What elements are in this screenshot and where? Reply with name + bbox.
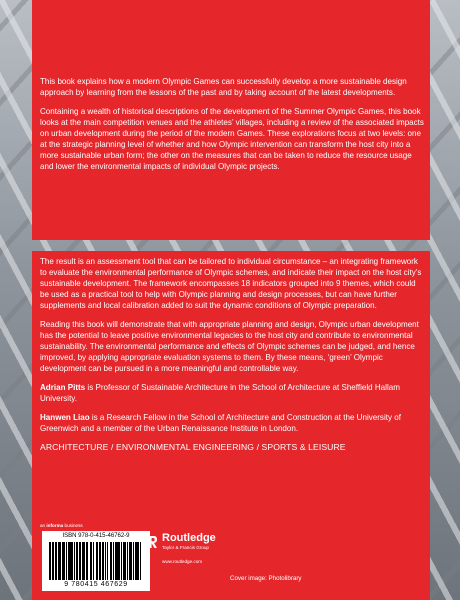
subject-categories: ARCHITECTURE / ENVIRONMENTAL ENGINEERING / SPORTS & LEISURE bbox=[40, 442, 346, 452]
barcode-stripe bbox=[133, 542, 134, 580]
barcode-stripe bbox=[86, 542, 88, 580]
barcode-stripe bbox=[70, 542, 72, 580]
barcode-stripe bbox=[77, 542, 78, 580]
publisher-name: Routledge bbox=[162, 532, 216, 544]
author-bio-text: is Professor of Sustainable Architecture in the School of Architecture at Sheffield Hallam University. bbox=[40, 383, 400, 403]
blurb-panel-bottom bbox=[32, 251, 430, 600]
blurb-paragraph: This book explains how a modern Olympic Games can successfully develop a more sustainable design approach by learning from the lessons of the past and by taking account of the latest developments. bbox=[40, 77, 407, 97]
barcode bbox=[42, 531, 150, 591]
isbn-label: ISBN 978-0-415-46762-9 bbox=[62, 533, 130, 539]
blurb-panel-top bbox=[32, 0, 430, 240]
barcode-stripe bbox=[127, 542, 128, 580]
barcode-stripe bbox=[97, 542, 98, 580]
barcode-bars bbox=[49, 542, 143, 580]
barcode-stripe bbox=[124, 542, 125, 580]
barcode-digits: 9 780415 467629 bbox=[64, 581, 128, 588]
barcode-stripe bbox=[91, 542, 92, 580]
barcode-stripe bbox=[74, 542, 75, 580]
blurb-paragraph: The result is an assessment tool that can be tailored to individual circumstance – an integrating framework to evaluate the environmental performance of Olympic schemes, and indicate their impact on the host city’s sustainable development. The framework encompasses 18 indicators grouped into 9 themes, which could be used as a practical tool to help with Olympic planning and design processes, but can have further supplements and local calibration added to suit the dynamic conditions of Olympic preparation. bbox=[40, 257, 422, 310]
informa-prefix: an bbox=[40, 523, 47, 528]
author-bio-text: is a Research Fellow in the School of Architecture and Construction at the University of Greenwich and a member of the Urban Renaissance Institute in London. bbox=[40, 413, 401, 433]
barcode-stripe bbox=[99, 542, 100, 580]
barcode-stripe bbox=[84, 542, 85, 580]
barcode-stripe bbox=[131, 542, 132, 580]
informa-brand: informa bbox=[46, 523, 64, 528]
publisher-group: Taylor & Francis Group bbox=[162, 545, 209, 550]
author-bio bbox=[40, 412, 424, 434]
barcode-stripe bbox=[138, 542, 139, 580]
barcode-stripe bbox=[93, 542, 94, 580]
barcode-stripe bbox=[107, 542, 108, 580]
barcode-stripe bbox=[50, 542, 51, 580]
barcode-stripe bbox=[79, 542, 80, 580]
cover-image-credit: Cover image: Photolibrary bbox=[230, 575, 302, 582]
barcode-stripe bbox=[117, 542, 119, 580]
informa-business-tag bbox=[40, 523, 83, 529]
routledge-logo-icon bbox=[148, 535, 158, 549]
barcode-stripe bbox=[64, 542, 65, 580]
author-name: Hanwen Liao bbox=[40, 413, 90, 422]
barcode-stripe bbox=[52, 542, 53, 580]
publisher-logo bbox=[148, 532, 228, 572]
blurb-paragraph: Containing a wealth of historical descriptions of the development of the Summer Olympic Games, this book looks at the main competition venues and the athletes’ villages, including a review of the associated impacts on urban development during the period of the modern Games. These explorations focus at two levels: one at the strategic planning level of whether and how Olympic intervention can transform the host city into a more sustainable urban form; the other on the measures that can be taken to reduce the resource usage and lower the environmental impacts of individual Olympic projects. bbox=[40, 107, 424, 171]
author-bio bbox=[40, 382, 424, 404]
barcode-stripe bbox=[105, 542, 106, 580]
barcode-stripe bbox=[121, 542, 122, 580]
barcode-stripe bbox=[66, 542, 67, 580]
informa-suffix: business bbox=[63, 523, 83, 528]
author-name: Adrian Pitts bbox=[40, 383, 86, 392]
barcode-stripe bbox=[140, 542, 141, 580]
barcode-stripe bbox=[58, 542, 60, 580]
barcode-stripe bbox=[56, 542, 57, 580]
barcode-stripe bbox=[111, 542, 112, 580]
barcode-stripe bbox=[113, 542, 114, 580]
publisher-url: www.routledge.com bbox=[162, 559, 203, 564]
blurb-paragraph: Reading this book will demonstrate that with appropriate planning and design, Olympic urban development has the potential to leave positive environmental legacies to the host city and contribute to environmental sustainability. The environmental performance and effects of Olympic schemes can be judged, and hence improved, by applying appropriate evaluation systems to them. By these means, ‘green’ Olympic development can be pursued in a more meaningful and controllable way. bbox=[40, 320, 419, 373]
